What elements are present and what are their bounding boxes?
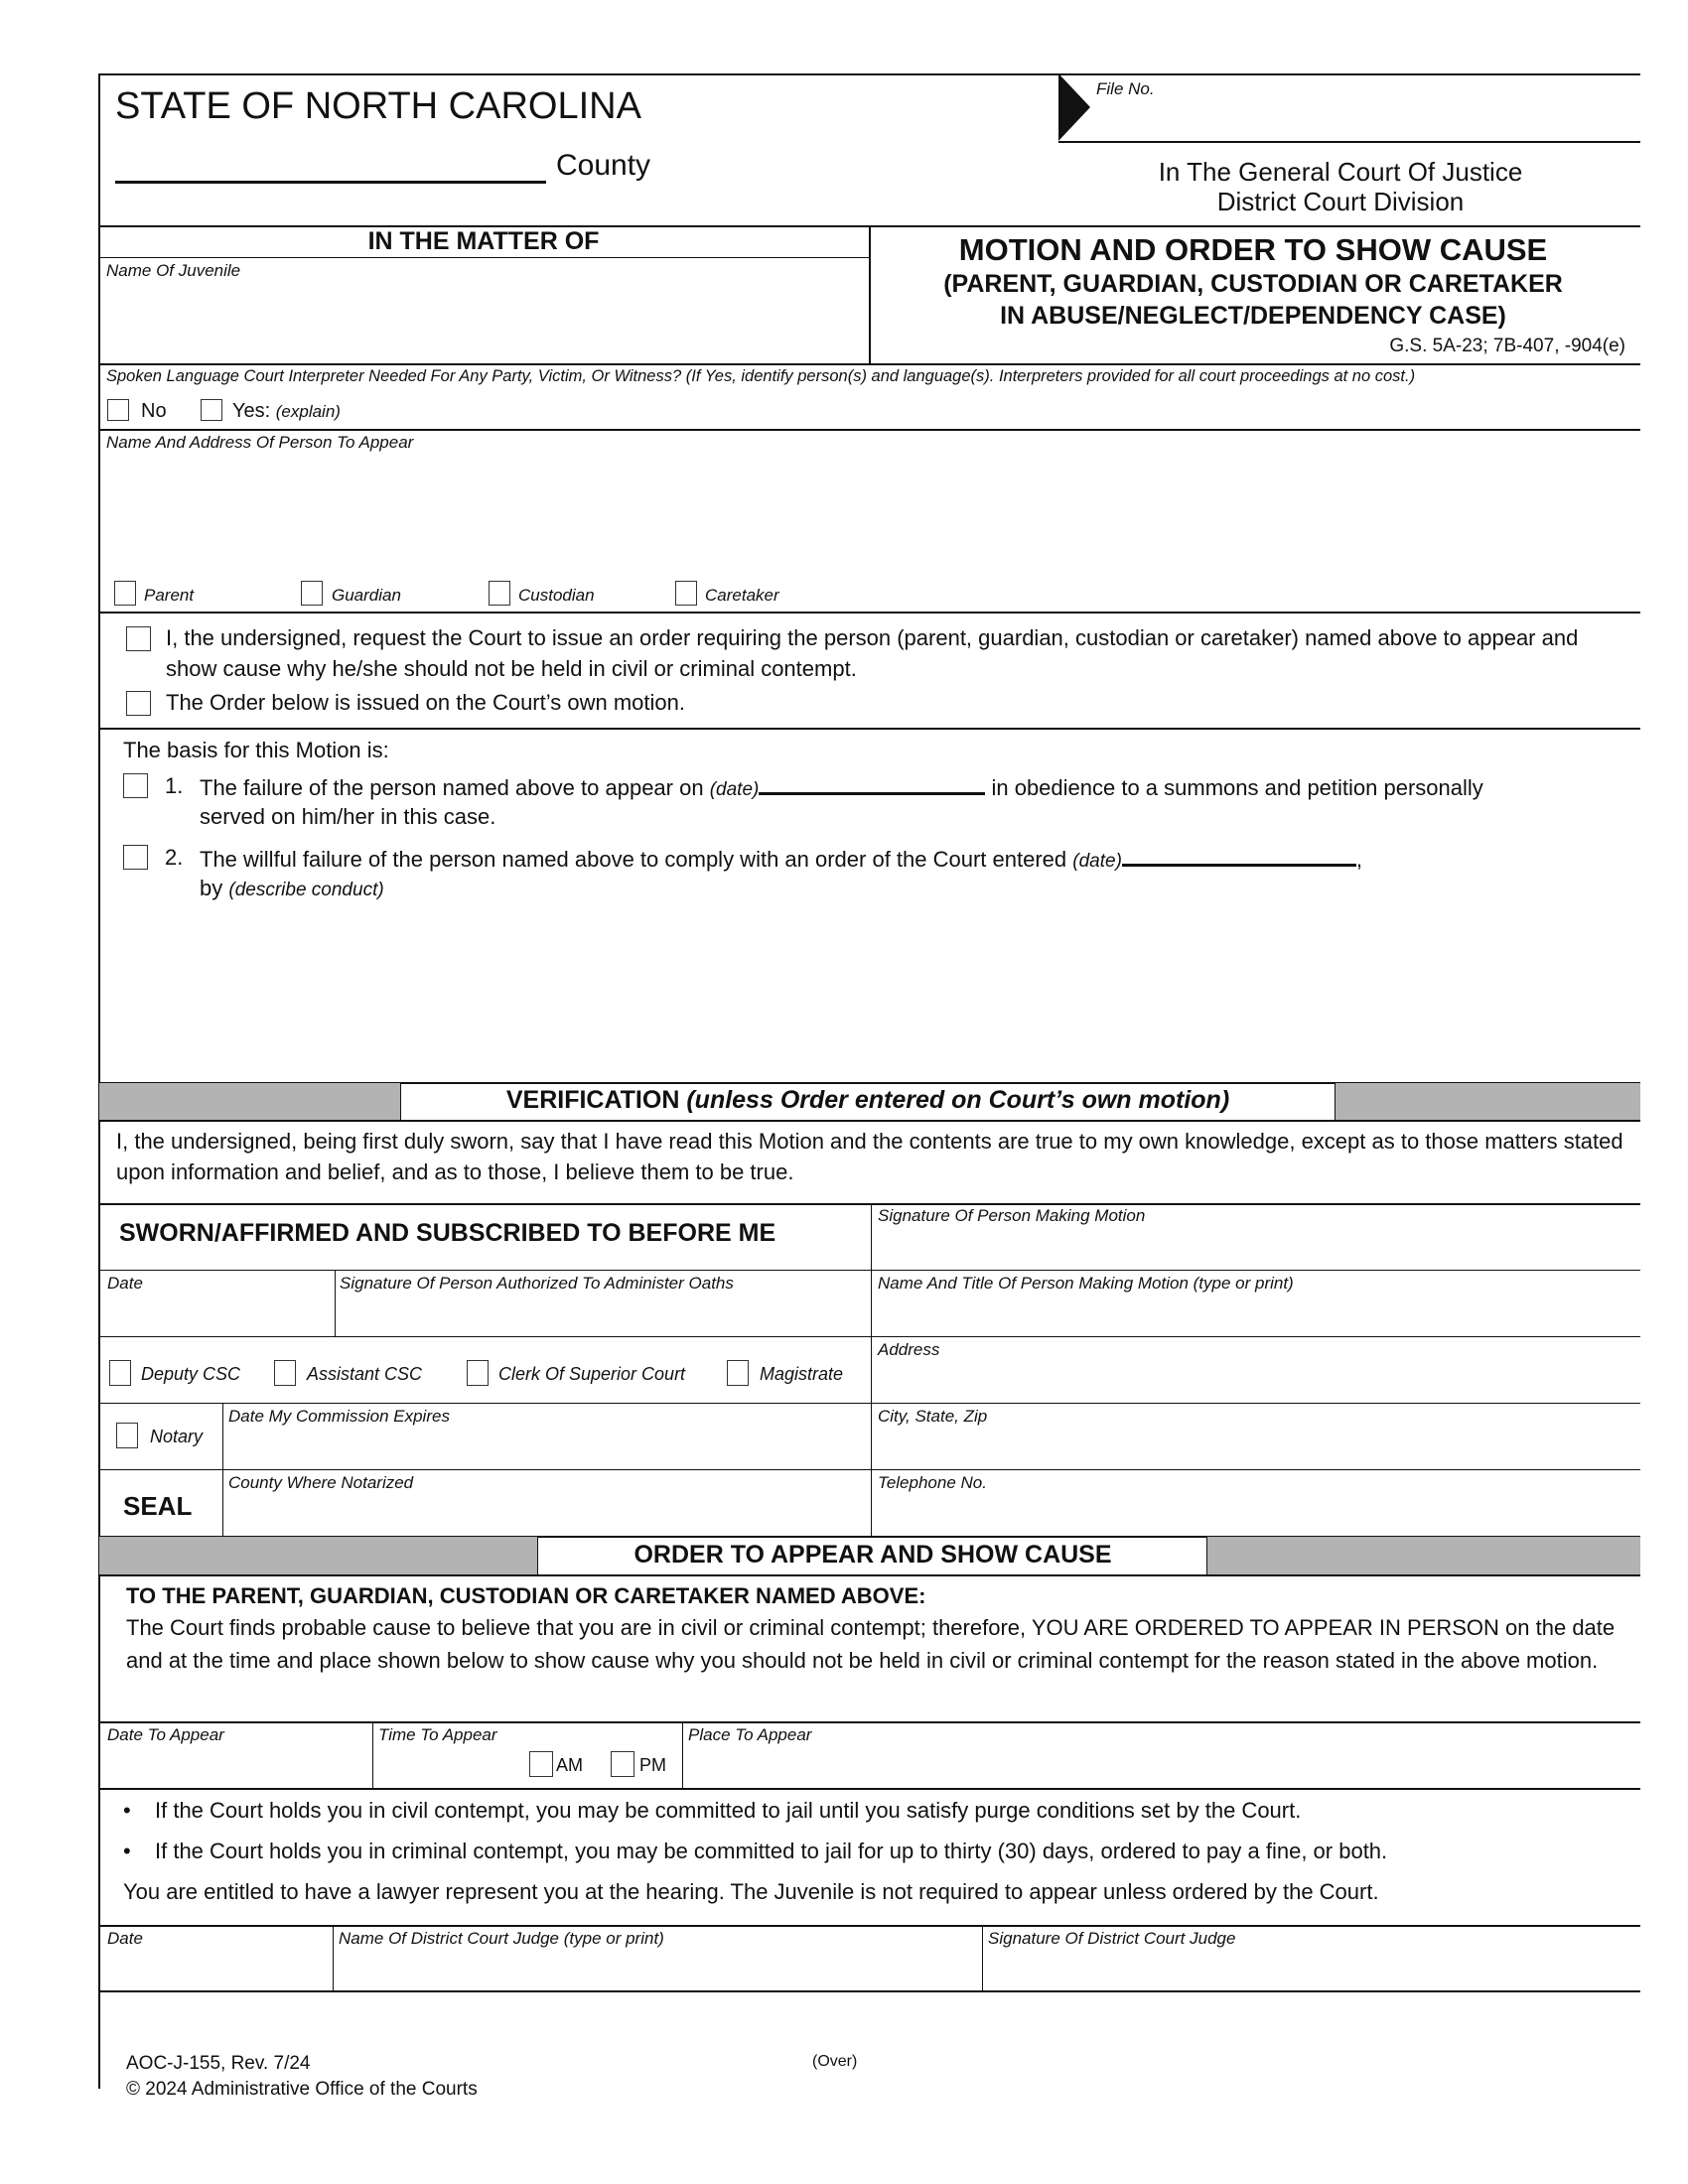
- basis-2-checkbox[interactable]: [123, 845, 148, 870]
- telephone-label: Telephone No.: [878, 1473, 987, 1492]
- basis-2-conduct-hint: (describe conduct): [228, 880, 384, 900]
- col-divider: [871, 1203, 872, 1537]
- basis-2-number: 2.: [165, 845, 184, 870]
- bullet-civil: [123, 1795, 1301, 1826]
- basis-1-tail: in obedience to a summons and petition personally: [991, 775, 1483, 800]
- court-own-motion-checkbox[interactable]: [126, 691, 151, 716]
- banner-grey-left: [99, 1537, 537, 1574]
- row-divider: [98, 1574, 1640, 1576]
- col-divider: [682, 1721, 683, 1788]
- file-no-bottom-line: [1058, 141, 1640, 143]
- statute-citation: G.S. 5A-23; 7B-407, -904(e): [1389, 336, 1625, 356]
- court-line-2: District Court Division: [1216, 187, 1465, 216]
- interpreter-yes-checkbox[interactable]: [201, 399, 222, 421]
- role-custodian-checkbox[interactable]: [489, 581, 510, 606]
- interpreter-question: Spoken Language Court Interpreter Needed For Any Party, Victim, Or Witness? (If Yes, identify person(s) and language(s). Interpreters provided for all court proceedings at no cost.): [106, 367, 1416, 385]
- basis-1-checkbox[interactable]: [123, 773, 148, 798]
- row-divider: [98, 1788, 1640, 1790]
- am-checkbox[interactable]: [529, 1751, 553, 1777]
- banner-divider: [537, 1537, 538, 1574]
- officer-clerk-label: Clerk Of Superior Court: [498, 1364, 686, 1384]
- basis-1-lead: The failure of the person named above to appear on: [200, 775, 704, 800]
- officer-assistant-csc-checkbox[interactable]: [274, 1360, 296, 1386]
- judge-date-input[interactable]: [107, 1951, 328, 1988]
- role-caretaker-checkbox[interactable]: [675, 581, 697, 606]
- over-note: (Over): [812, 2053, 858, 2070]
- order-addressee: TO THE PARENT, GUARDIAN, CUSTODIAN OR CARETAKER NAMED ABOVE:: [126, 1583, 926, 1608]
- lawyer-note: You are entitled to have a lawyer represent you at the hearing. The Juvenile is not required to appear unless ordered by the Court.: [123, 1879, 1379, 1904]
- banner-divider: [1335, 1083, 1336, 1120]
- sig-movant-label: Signature Of Person Making Motion: [878, 1206, 1146, 1225]
- officer-assistant-csc-label: Assistant CSC: [307, 1364, 423, 1384]
- row-divider: [98, 1270, 1640, 1271]
- row-divider: [98, 363, 1640, 365]
- copyright: © 2024 Administrative Office of the Courts: [126, 2079, 478, 2100]
- county-field-line[interactable]: [115, 181, 546, 184]
- basis-2-lead: The willful failure of the person named above to comply with an order of the Court entered: [200, 847, 1067, 872]
- row-divider: [98, 1990, 1640, 1992]
- bullet-criminal: [123, 1836, 1387, 1866]
- address-label: Address: [878, 1340, 940, 1359]
- sig-movant-input[interactable]: [878, 1229, 1632, 1269]
- time-to-appear-label: Time To Appear: [378, 1725, 497, 1744]
- role-custodian-label: Custodian: [518, 586, 595, 605]
- officer-magistrate-label: Magistrate: [760, 1364, 844, 1384]
- row-divider: [98, 1925, 1640, 1927]
- order-heading: ORDER TO APPEAR AND SHOW CAUSE: [633, 1541, 1112, 1569]
- bullet-civil-text: If the Court holds you in civil contempt, you may be committed to jail until you satisfy purge conditions set by the Court.: [155, 1798, 1302, 1823]
- juvenile-name-label: Name Of Juvenile: [106, 261, 241, 280]
- judge-name-input[interactable]: [339, 1951, 974, 1988]
- basis-2-by: by: [200, 876, 223, 900]
- row-divider: [98, 1403, 1640, 1404]
- county-notarized-label: County Where Notarized: [228, 1473, 414, 1492]
- file-no-label: File No.: [1096, 79, 1155, 98]
- file-no-arrow-icon: [1058, 73, 1090, 141]
- pm-checkbox[interactable]: [611, 1751, 634, 1777]
- county-label: County: [556, 149, 651, 182]
- role-guardian-checkbox[interactable]: [301, 581, 323, 606]
- judge-date-label: Date: [107, 1929, 143, 1948]
- court-own-motion-text: The Order below is issued on the Court’s own motion.: [166, 690, 685, 715]
- basis-1-date-hint: (date): [709, 779, 760, 800]
- col-divider: [982, 1925, 983, 1990]
- basis-2-date-field[interactable]: [1122, 842, 1356, 867]
- oath-date-input[interactable]: [107, 1296, 330, 1333]
- oath-sig-input[interactable]: [340, 1296, 866, 1333]
- banner-grey-right: [1207, 1537, 1640, 1574]
- sworn-heading: SWORN/AFFIRMED AND SUBSCRIBED TO BEFORE ME: [119, 1219, 776, 1247]
- telephone-input[interactable]: [878, 1495, 1632, 1533]
- form-top-border: [98, 73, 1061, 75]
- form-left-border: [98, 73, 100, 2089]
- row-divider: [98, 429, 1640, 431]
- basis-intro: The basis for this Motion is:: [123, 738, 389, 762]
- interpreter-explain-input[interactable]: [318, 397, 1628, 425]
- row-divider: [98, 1721, 1640, 1723]
- bullet-icon: •: [123, 1839, 131, 1863]
- date-to-appear-input[interactable]: [107, 1747, 367, 1785]
- row-divider: [98, 1469, 1640, 1470]
- role-parent-label: Parent: [144, 586, 195, 605]
- basis-1-number: 1.: [165, 773, 184, 798]
- interpreter-no-label: No: [141, 400, 167, 422]
- row-divider: [98, 612, 1640, 614]
- notary-checkbox[interactable]: [116, 1423, 138, 1448]
- am-label: AM: [556, 1755, 583, 1775]
- name-title-label: Name And Title Of Person Making Motion (type or print): [878, 1274, 1294, 1293]
- yes-hint: (explain): [275, 402, 341, 421]
- interpreter-no-checkbox[interactable]: [107, 399, 129, 421]
- city-state-zip-label: City, State, Zip: [878, 1407, 988, 1426]
- role-guardian-label: Guardian: [332, 586, 401, 605]
- row-divider: [98, 1336, 1640, 1337]
- verification-heading: [402, 1086, 1334, 1115]
- role-parent-checkbox[interactable]: [114, 581, 136, 606]
- state-heading: STATE OF NORTH CAROLINA: [115, 85, 641, 127]
- role-caretaker-label: Caretaker: [705, 586, 779, 605]
- basis-1-text-c: served on him/her in this case.: [200, 804, 496, 829]
- officer-clerk-checkbox[interactable]: [467, 1360, 489, 1386]
- officer-magistrate-checkbox[interactable]: [727, 1360, 749, 1386]
- basis-1-text-a: [200, 770, 1483, 805]
- matter-underline: [98, 257, 869, 258]
- time-to-appear-input[interactable]: [378, 1747, 517, 1785]
- basis-2-date-hint: (date): [1072, 851, 1122, 872]
- place-to-appear-label: Place To Appear: [688, 1725, 812, 1744]
- person-to-appear-input[interactable]: [106, 457, 1625, 566]
- file-no-top-line: [1058, 73, 1640, 75]
- basis-2-conduct-input[interactable]: [200, 905, 1629, 1074]
- verification-text: I, the undersigned, being first duly sworn, say that I have read this Motion and the contents are true to my own knowledge, except as to those matters stated upon information and belief, and as to those, I believe them to be true.: [116, 1129, 1623, 1184]
- judge-signature-label: Signature Of District Court Judge: [988, 1929, 1236, 1948]
- commission-input[interactable]: [228, 1429, 864, 1466]
- col-divider: [372, 1721, 373, 1788]
- form-id: AOC-J-155, Rev. 7/24: [126, 2053, 311, 2074]
- county-notarized-input[interactable]: [228, 1495, 864, 1533]
- yes-label-text: Yes:: [232, 400, 271, 422]
- officer-deputy-csc-checkbox[interactable]: [109, 1360, 131, 1386]
- seal-label: SEAL: [123, 1491, 193, 1521]
- court-line-1: In The General Court Of Justice: [1158, 157, 1523, 187]
- request-motion-text: I, the undersigned, request the Court to issue an order requiring the person (parent, guardian, custodian or caretaker) named above to appear and show cause why he/she should not be held in civil or criminal contempt.: [166, 625, 1579, 681]
- oath-date-label: Date: [107, 1274, 143, 1293]
- pm-label: PM: [639, 1755, 666, 1775]
- order-text: The Court finds probable cause to believe that you are in civil or criminal contempt; therefore, YOU ARE ORDERED TO APPEAR IN PERSON on the date and at the time and place shown below to show cause why you should not be held in civil or criminal contempt for the reason stated in the above motion.: [126, 1615, 1616, 1673]
- bullet-criminal-text: If the Court holds you in criminal contempt, you may be committed to jail for up to thirty (30) days, ordered to pay a fine, or both.: [155, 1839, 1388, 1863]
- banner-grey-right: [1336, 1083, 1640, 1120]
- request-motion-checkbox[interactable]: [126, 626, 151, 651]
- form-subtitle-2: IN ABUSE/NEGLECT/DEPENDENCY CASE): [1000, 302, 1506, 330]
- form-subtitle-1: (PARENT, GUARDIAN, CUSTODIAN OR CARETAKER: [943, 270, 1563, 298]
- matter-heading: IN THE MATTER OF: [367, 227, 600, 255]
- commission-label: Date My Commission Expires: [228, 1407, 450, 1426]
- verification-heading-italic: (unless Order entered on Court’s own motion): [686, 1086, 1230, 1114]
- judge-signature-input[interactable]: [988, 1951, 1633, 1988]
- verification-heading-bold: VERIFICATION: [505, 1086, 680, 1114]
- row-divider: [98, 728, 1640, 730]
- col-divider: [333, 1925, 334, 1990]
- name-title-input[interactable]: [878, 1296, 1632, 1333]
- oath-sig-label: Signature Of Person Authorized To Administer Oaths: [340, 1274, 734, 1293]
- place-to-appear-input[interactable]: [688, 1747, 1631, 1785]
- juvenile-name-input[interactable]: [106, 283, 861, 360]
- basis-2-text-a: [200, 842, 1362, 877]
- file-no-input[interactable]: [1096, 99, 1632, 137]
- banner-divider: [1206, 1537, 1207, 1574]
- notary-label: Notary: [150, 1427, 204, 1446]
- form-title: MOTION AND ORDER TO SHOW CAUSE: [958, 232, 1548, 267]
- row-divider: [98, 1203, 1640, 1205]
- basis-1-date-field[interactable]: [759, 770, 985, 795]
- col-divider: [335, 1270, 336, 1336]
- banner-grey-left: [99, 1083, 400, 1120]
- officer-deputy-csc-label: Deputy CSC: [141, 1364, 241, 1384]
- date-to-appear-label: Date To Appear: [107, 1725, 224, 1744]
- city-state-zip-input[interactable]: [878, 1429, 1632, 1466]
- address-input[interactable]: [878, 1362, 1632, 1400]
- banner-divider: [400, 1083, 401, 1120]
- bullet-icon: •: [123, 1798, 131, 1823]
- judge-name-label: Name Of District Court Judge (type or print): [339, 1929, 664, 1948]
- person-to-appear-label: Name And Address Of Person To Appear: [106, 433, 414, 452]
- row-divider: [98, 1120, 1640, 1122]
- basis-2-comma: ,: [1355, 847, 1363, 872]
- basis-2-text-b: [200, 873, 384, 905]
